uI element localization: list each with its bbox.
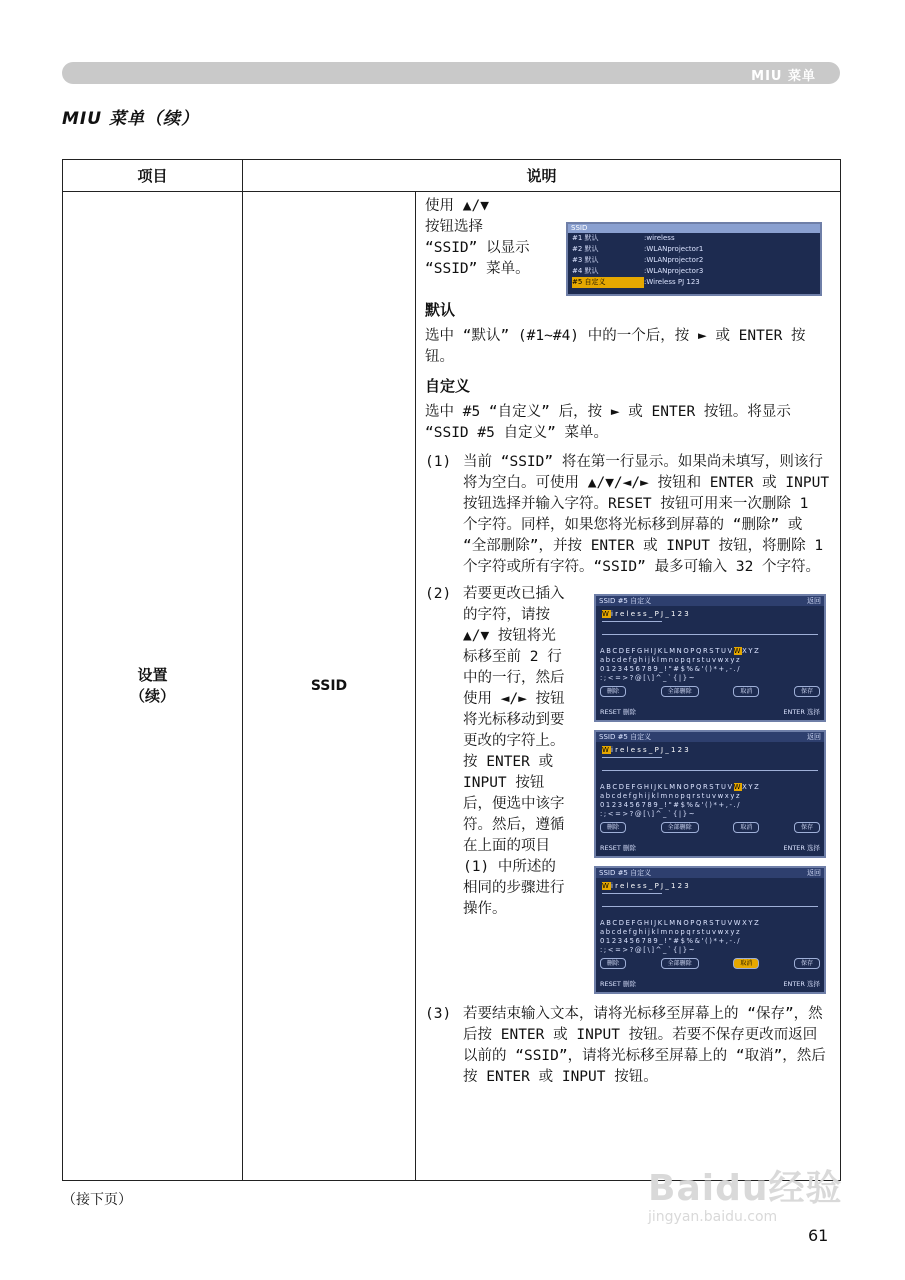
settings-table [62,159,841,1181]
custom-text: 选中 #5 “自定义” 后，按 ► 或 ENTER 按钮。将显示 “SSID #5 自定义” 菜单。 [425,404,791,441]
ssid-menu-screenshot: SSID #1 默认 :wireless #2 默认 :WLANprojector1 #3 默认 :WLANprojector2 #4 默认 :WLANprojector3 #5 自定义 :Wireless PJ 123 [566,222,822,296]
keyboard-screenshot: SSID #5 自定义 返回 Wireless_PJ_123 ABCDEFGHIJKLMNOPQRSTUVWXYZ abcdefghijklmnopqrstuvwxyz 0123456789_!"#$%&'()*+,-./ :;<=>?@[\]^_`{|}~ 删除 全部删除 取消 保存 RESET 删除 ENTER 选择 [594,594,826,722]
description-cell [416,192,841,1181]
keyboard-screenshots [594,594,826,1002]
default-heading: 默认 [425,301,456,319]
col-desc-header: 说明 [243,160,841,192]
section-label: MIU 菜单 [751,69,816,84]
table-header-row [63,160,841,192]
step-3 [425,1004,831,1088]
watermark [648,1160,842,1225]
page-title: MIU 菜单（续） [62,109,199,129]
item-continued: （续） [129,687,175,705]
step-1 [425,452,831,578]
keyboard-screenshot: SSID #5 自定义 返回 Wireless_PJ_123 ABCDEFGHIJKLMNOPQRSTUVWXYZ abcdefghijklmnopqrstuvwxyz 0123456789_!"#$%&'()*+,-./ :;<=>?@[\]^_`{|}~ 删除 全部删除 取消 保存 RESET 删除 ENTER 选择 [594,730,826,858]
step-2 [425,584,831,1002]
default-text: 选中 “默认” (#1~#4) 中的一个后，按 ► 或 ENTER 按钮。 [425,328,806,365]
continued-note: （接下页） [62,1192,132,1208]
table-row [63,192,841,1181]
step-number: (2) [425,586,452,602]
header-bar [62,62,840,84]
page-number: 61 [808,1226,829,1245]
item-name: 设置 [137,666,168,684]
intro-line: “SSID” 以显示 [425,240,530,256]
sub-item-cell: SSID [243,192,416,1181]
item-cell [63,192,243,1181]
ssid-menu-title: SSID [568,224,820,233]
step-text: 若要结束输入文本，请将光标移至屏幕上的 “保存”，然后按 ENTER 或 INPUT 按钮。若要不保存更改而返回以前的 “SSID”，请将光标移至屏幕上的 “取消”，然后按 ENTER 或 INPUT 按钮。 [463,1006,826,1085]
custom-heading: 自定义 [425,377,471,395]
watermark-url: jingyan.baidu.com [648,1209,778,1225]
keyboard-screenshot: SSID #5 自定义 返回 Wireless_PJ_123 ABCDEFGHIJKLMNOPQRSTUVWXYZ abcdefghijklmnopqrstuvwxyz 0123456789_!"#$%&'()*+,-./ :;<=>?@[\]^_`{|}~ 删除 全部删除 取消 保存 RESET 删除 ENTER 选择 [594,866,826,994]
intro-line: 使用 ▲/▼ [425,198,489,214]
back-label: 返回 [807,597,821,605]
ssid-field-text: ireless_PJ_123 [610,610,691,618]
watermark-brand: Baidu经验 [648,1168,843,1209]
step-text: 若要更改已插入的字符，请按 ▲/▼ 按钮将光标移至前 2 行中的一行，然后使用 ◄/► 按钮将光标移动到要更改的字符上。按 ENTER 或 INPUT 按钮后，便选中该字符。然后，遵循在上面的项目 (1) 中所述的相同的步骤进行操作。 [463,586,565,917]
intro-line: 按钮选择 [425,219,483,235]
step-number: (1) [425,454,452,470]
intro-line: “SSID” 菜单。 [425,261,530,277]
cursor-char: W [602,610,611,618]
col-item-header: 项目 [63,160,243,192]
step-number: (3) [425,1006,452,1022]
step-text: 当前 “SSID” 将在第一行显示。如果尚未填写，则该行将为空白。可使用 ▲/▼/◄/► 按钮和 ENTER 或 INPUT 按钮选择并输入字符。RESET 按钮可用来一次删除 1 个字符。同样，如果您将光标移到屏幕的 “删除” 或 “全部删除”，并按 ENTER 或 INPUT 按钮，将删除 1 个字符或所有字符。“SSID” 最多可输入 32 个字符。 [463,454,830,575]
